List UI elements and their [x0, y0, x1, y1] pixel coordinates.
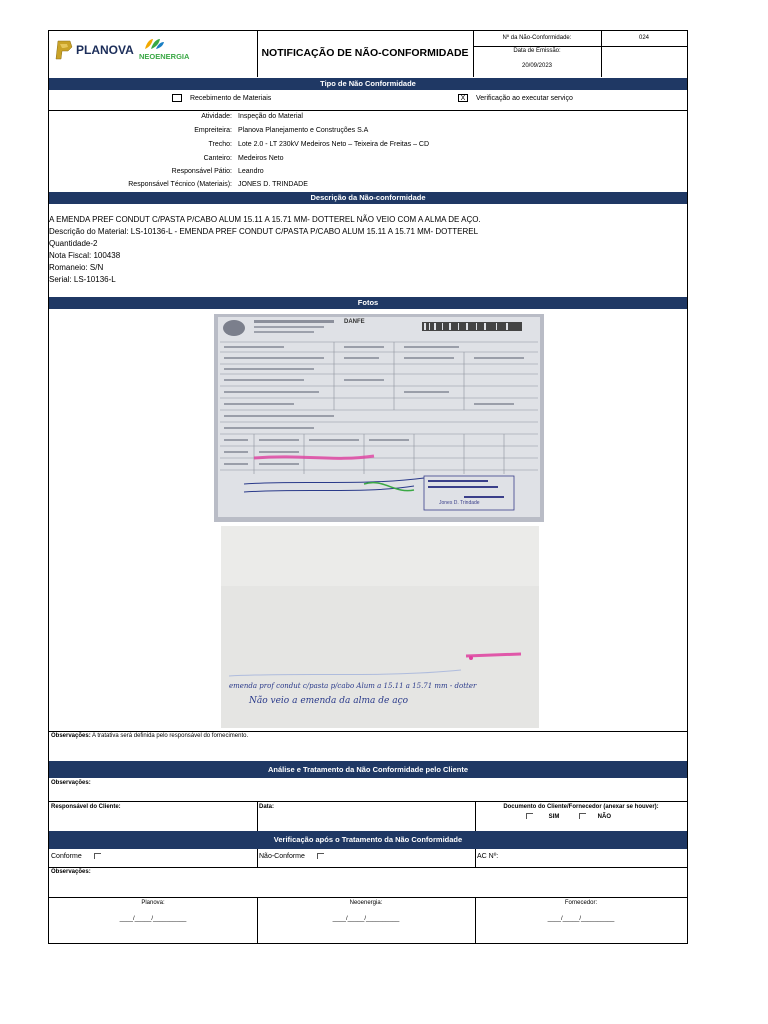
signature-date-line: ____/_____/__________ [332, 916, 400, 922]
verif-col-divider-2 [475, 849, 476, 867]
descricao-line: Quantidade-2 [49, 239, 98, 248]
field-responsavel-patio [49, 165, 687, 178]
signature-date-line: ____/_____/__________ [119, 916, 187, 922]
observacoes-label: Observações: [51, 733, 91, 739]
conforme-checkbox[interactable] [94, 853, 101, 859]
descricao-line: Descrição do Material: LS-10136-L - EMENDA PREF CONDUT C/PASTA P/CABO ALUM 15.11 A 15.71 MM- DOTTEREL [49, 227, 479, 236]
field-canteiro [49, 152, 687, 165]
field-value: Medeiros Neto [238, 155, 284, 162]
signature-label: Planova: [141, 900, 165, 906]
neoenergia-leaf-icon [143, 37, 165, 51]
invoice-stamp-name: Jones D. Trindade [439, 500, 480, 506]
verificacao-section-bar: Verificação após o Tratamento da Não Conformidade [49, 831, 687, 849]
danfe-heading: DANFE [344, 319, 365, 325]
descricao-section-bar: Descrição da Não-conformidade [49, 192, 687, 204]
signature-neoenergia [257, 900, 475, 922]
neoenergia-logo-text: NEOENERGIA [139, 52, 190, 61]
fotos-section-bar: Fotos [49, 297, 687, 309]
field-trecho [49, 138, 687, 151]
verificacao-label: Verificação ao executar serviço [475, 94, 573, 102]
verif-col-divider-1 [257, 849, 258, 867]
planova-logo [54, 39, 134, 63]
nonconformity-form [48, 30, 688, 944]
signature-fornecedor [475, 900, 687, 922]
documento-sim-option[interactable] [526, 813, 559, 820]
nao-conforme-label: Não-Conforme [259, 853, 305, 860]
descricao-line: Serial: LS-10136-L [49, 275, 116, 284]
ac-number-label: AC Nº: [477, 853, 499, 860]
descricao-line: Romaneio: S/N [49, 263, 104, 272]
field-label: Trecho: [208, 141, 232, 148]
form-title: NOTIFICAÇÃO DE NÃO-CONFORMIDADE [261, 47, 469, 59]
signature-planova [49, 900, 257, 922]
fotos-bottom-divider [49, 731, 687, 732]
photo-handwritten-note [221, 526, 539, 728]
sim-label: SIM [548, 813, 560, 820]
signature-label: Fornecedor: [564, 900, 598, 906]
field-label: Empreiteira: [194, 127, 232, 134]
verificacao-checkbox[interactable]: X [458, 94, 468, 102]
emission-date-label: Data de Emissão: [513, 48, 561, 54]
analise-col-divider-1 [257, 801, 258, 831]
header-row-line [473, 46, 687, 47]
nc-number-value: 024 [638, 35, 649, 41]
nao-conforme-option[interactable] [259, 853, 324, 860]
descricao-text [49, 214, 685, 286]
descricao-line: Nota Fiscal: 100438 [49, 251, 121, 260]
tipo-section-bar: Tipo de Não Conformidade [49, 78, 687, 90]
field-responsavel-tecnico [49, 178, 687, 191]
field-value: JONES D. TRINDADE [238, 181, 308, 188]
handwritten-line-1: emenda prof condut c/pasta p/cabo Alum a 15.11 a 15.71 mm - dotter [229, 682, 477, 690]
field-label: Canteiro: [203, 155, 232, 162]
recebimento-label: Recebimento de Materiais [189, 94, 272, 102]
conforme-option[interactable] [51, 853, 101, 860]
nao-conforme-checkbox[interactable] [317, 853, 324, 859]
descricao-line: A EMENDA PREF CONDUT C/PASTA P/CABO ALUM 15.11 A 15.71 MM- DOTTEREL NÃO VEIO COM A ALMA DE AÇO. [49, 215, 481, 224]
planova-logo-text: PLANOVA [76, 43, 134, 57]
signature-row-divider [49, 897, 687, 898]
verif-row-divider [49, 867, 687, 868]
analise-data-label: Data: [259, 804, 275, 810]
signature-date-line: ____/_____/__________ [547, 916, 615, 922]
documento-label: Documento do Cliente/Fornecedor (anexar se houver): [503, 804, 659, 810]
responsavel-cliente-label: Responsável do Cliente: [51, 804, 121, 810]
handwritten-line-2: Não veio a emenda da alma de aço [249, 696, 409, 706]
nc-number-label: Nº da Não-Conformidade: [502, 35, 572, 41]
field-value: Planova Planejamento e Construções S.A [238, 127, 369, 134]
analise-row-divider [49, 801, 687, 802]
emission-date-value: 20/09/2023 [521, 63, 553, 69]
planova-logo-icon [54, 39, 74, 61]
field-value: Leandro [238, 168, 264, 175]
observacoes-text: A tratativa será definida pelo responsável do fornecimento. [92, 733, 249, 739]
photo-invoice [214, 314, 544, 522]
field-atividade [49, 110, 687, 123]
invoice-document-drawing [214, 314, 544, 522]
signature-label: Neoenergia: [349, 900, 383, 906]
neoenergia-logo [139, 37, 205, 63]
field-value: Inspeção do Material [238, 113, 303, 120]
field-value: Lote 2.0 - LT 230kV Medeiros Neto – Teixeira de Freitas – CD [238, 141, 430, 148]
field-label: Atividade: [201, 113, 232, 120]
nao-label: NÃO [597, 813, 612, 820]
verif-obs-label: Observações: [51, 869, 91, 875]
sim-checkbox[interactable] [526, 813, 533, 819]
observacoes [51, 733, 651, 739]
field-empreiteira [49, 124, 687, 137]
analise-section-bar: Análise e Tratamento da Não Conformidade pelo Cliente [49, 761, 687, 778]
documento-nao-option[interactable] [579, 813, 611, 820]
tipo-option-recebimento[interactable] [172, 94, 372, 102]
recebimento-checkbox[interactable] [172, 94, 182, 102]
field-label: Responsável Técnico (Materiais): [128, 181, 232, 188]
field-label: Responsável Pátio: [171, 168, 232, 175]
nao-checkbox[interactable] [579, 813, 586, 819]
tipo-option-verificacao[interactable] [458, 94, 658, 102]
conforme-label: Conforme [51, 853, 82, 860]
analise-obs-label: Observações: [51, 780, 91, 786]
